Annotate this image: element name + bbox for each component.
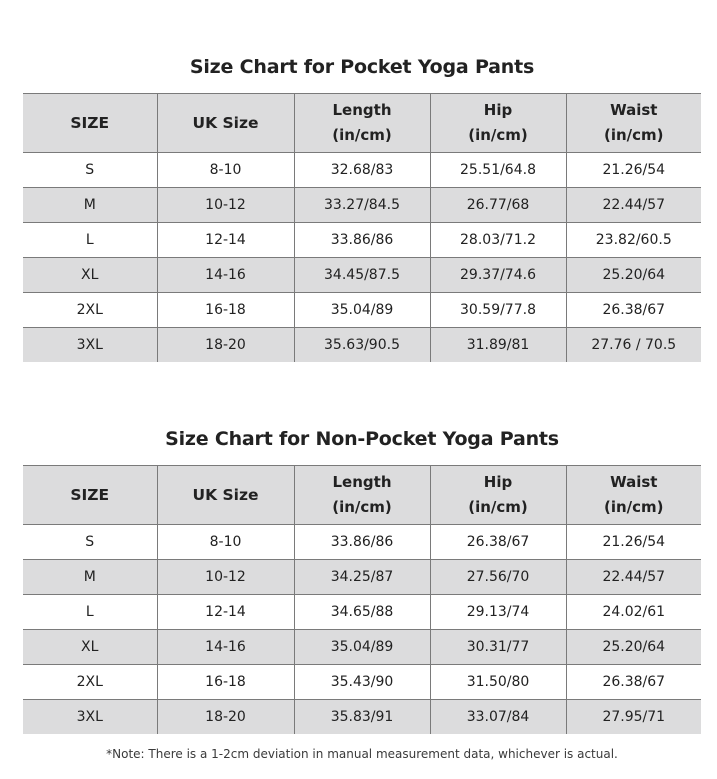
table-row	[23, 258, 701, 293]
cell-hip: 30.31/77	[430, 630, 566, 665]
cell-size: 2XL	[23, 665, 157, 700]
cell-hip: 31.50/80	[430, 665, 566, 700]
header-waist-unit: (in/cm)	[603, 498, 664, 516]
cell-length: 35.83/91	[294, 700, 430, 735]
header-hip-label: Hip	[483, 473, 513, 491]
cell-length: 35.63/90.5	[294, 328, 430, 363]
pocket-chart-title: Size Chart for Pocket Yoga Pants	[189, 56, 535, 78]
header-length	[294, 94, 430, 153]
header-length-unit: (in/cm)	[332, 126, 392, 144]
cell-waist: 27.76 / 70.5	[566, 328, 701, 363]
cell-hip: 29.37/74.6	[430, 258, 566, 293]
cell-uk-size: 12-14	[157, 223, 294, 258]
header-row	[23, 94, 701, 153]
header-waist-label: Waist	[610, 101, 658, 119]
cell-size: 3XL	[23, 700, 157, 735]
measurement-note: *Note: There is a 1-2cm deviation in manual measurement data, whichever is actual.	[106, 747, 618, 761]
cell-uk-size: 8-10	[157, 153, 294, 188]
header-size: SIZE	[23, 94, 157, 153]
cell-size: 3XL	[23, 328, 157, 363]
header-length	[294, 466, 430, 525]
cell-hip: 33.07/84	[430, 700, 566, 735]
cell-waist: 23.82/60.5	[566, 223, 701, 258]
header-uk-size: UK Size	[157, 94, 294, 153]
cell-size: M	[23, 560, 157, 595]
table-row	[23, 665, 701, 700]
cell-hip: 26.77/68	[430, 188, 566, 223]
header-waist-unit: (in/cm)	[603, 126, 664, 144]
header-length-label: Length	[332, 101, 392, 119]
header-hip-label: Hip	[483, 101, 513, 119]
table-row	[23, 328, 701, 363]
cell-length: 33.86/86	[294, 223, 430, 258]
table-row	[23, 223, 701, 258]
cell-waist: 27.95/71	[566, 700, 701, 735]
cell-waist: 26.38/67	[566, 665, 701, 700]
cell-uk-size: 8-10	[157, 525, 294, 560]
header-hip	[430, 94, 566, 153]
cell-waist: 25.20/64	[566, 630, 701, 665]
cell-length: 33.27/84.5	[294, 188, 430, 223]
cell-waist: 22.44/57	[566, 188, 701, 223]
cell-uk-size: 12-14	[157, 595, 294, 630]
cell-hip: 25.51/64.8	[430, 153, 566, 188]
cell-size: XL	[23, 258, 157, 293]
cell-size: S	[23, 525, 157, 560]
table-row	[23, 525, 701, 560]
table-row	[23, 630, 701, 665]
cell-uk-size: 10-12	[157, 560, 294, 595]
cell-length: 35.43/90	[294, 665, 430, 700]
cell-uk-size: 10-12	[157, 188, 294, 223]
header-waist	[566, 94, 701, 153]
header-hip	[430, 466, 566, 525]
table-row	[23, 293, 701, 328]
header-size: SIZE	[23, 466, 157, 525]
cell-size: XL	[23, 630, 157, 665]
cell-size: L	[23, 595, 157, 630]
table-row	[23, 595, 701, 630]
cell-waist: 21.26/54	[566, 153, 701, 188]
table-row	[23, 560, 701, 595]
header-waist	[566, 466, 701, 525]
cell-size: S	[23, 153, 157, 188]
pocket-size-table	[23, 93, 701, 362]
cell-uk-size: 16-18	[157, 293, 294, 328]
cell-hip: 27.56/70	[430, 560, 566, 595]
cell-hip: 26.38/67	[430, 525, 566, 560]
cell-length: 33.86/86	[294, 525, 430, 560]
cell-size: 2XL	[23, 293, 157, 328]
cell-length: 34.25/87	[294, 560, 430, 595]
header-row	[23, 466, 701, 525]
cell-uk-size: 14-16	[157, 258, 294, 293]
cell-size: M	[23, 188, 157, 223]
header-hip-unit: (in/cm)	[468, 126, 528, 144]
non-pocket-chart-title: Size Chart for Non-Pocket Yoga Pants	[165, 428, 559, 450]
table-row	[23, 188, 701, 223]
header-waist-label: Waist	[610, 473, 658, 491]
cell-length: 35.04/89	[294, 630, 430, 665]
cell-waist: 21.26/54	[566, 525, 701, 560]
cell-waist: 25.20/64	[566, 258, 701, 293]
table-row	[23, 153, 701, 188]
cell-waist: 24.02/61	[566, 595, 701, 630]
cell-waist: 22.44/57	[566, 560, 701, 595]
cell-uk-size: 16-18	[157, 665, 294, 700]
cell-size: L	[23, 223, 157, 258]
cell-length: 34.45/87.5	[294, 258, 430, 293]
cell-hip: 28.03/71.2	[430, 223, 566, 258]
table-row	[23, 700, 701, 735]
cell-length: 35.04/89	[294, 293, 430, 328]
cell-length: 32.68/83	[294, 153, 430, 188]
cell-uk-size: 18-20	[157, 328, 294, 363]
cell-hip: 30.59/77.8	[430, 293, 566, 328]
cell-hip: 29.13/74	[430, 595, 566, 630]
cell-uk-size: 18-20	[157, 700, 294, 735]
header-hip-unit: (in/cm)	[468, 498, 528, 516]
header-length-unit: (in/cm)	[332, 498, 392, 516]
non-pocket-size-table	[23, 465, 701, 734]
cell-hip: 31.89/81	[430, 328, 566, 363]
cell-uk-size: 14-16	[157, 630, 294, 665]
header-length-label: Length	[332, 473, 392, 491]
cell-waist: 26.38/67	[566, 293, 701, 328]
cell-length: 34.65/88	[294, 595, 430, 630]
header-uk-size: UK Size	[157, 466, 294, 525]
